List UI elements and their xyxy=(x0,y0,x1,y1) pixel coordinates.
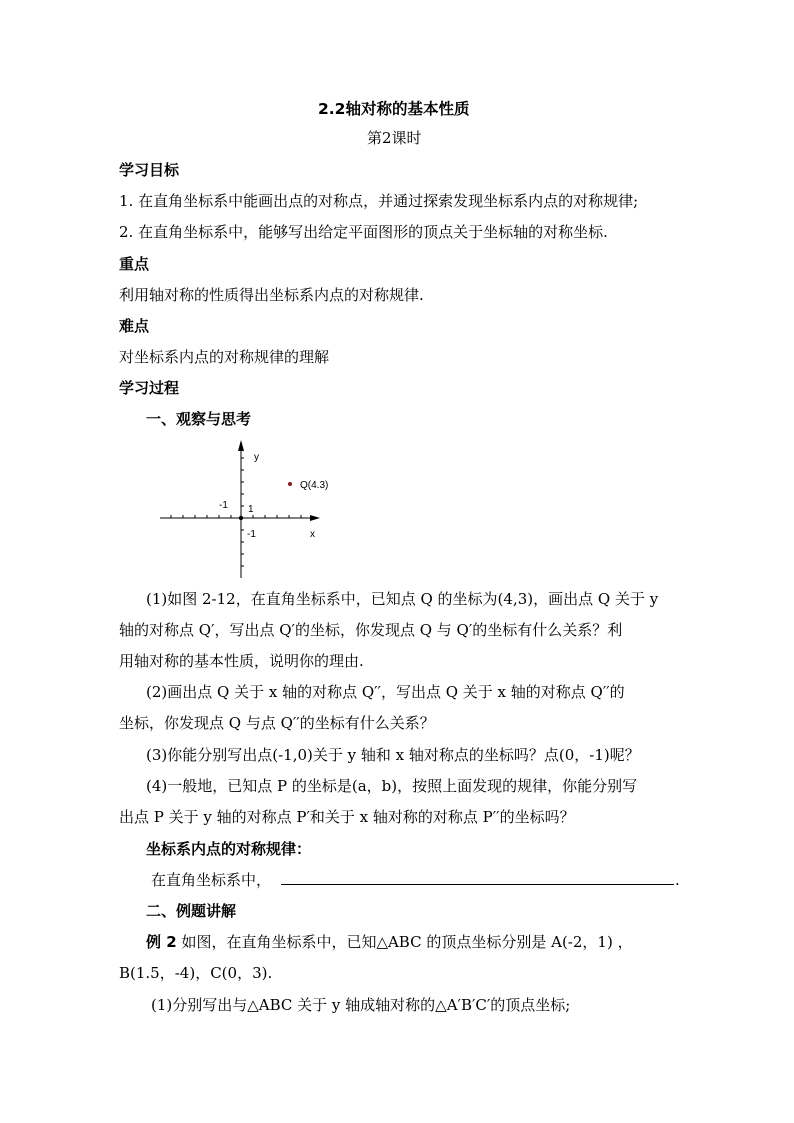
rule-answer-blank[interactable] xyxy=(281,884,674,885)
section-examples-heading: 二、例题讲解 xyxy=(146,902,237,920)
tick-label-neg1-x: -1 xyxy=(219,500,228,511)
question-4-line-1: (4)一般地，已知点 P 的坐标是(a，b)，按照上面发现的规律，你能分别写 xyxy=(146,777,638,795)
example-2-label: 例 2 xyxy=(146,933,177,951)
example-2-question-1: (1)分别写出与△ABC 关于 y 轴成轴对称的△A′B′C′的顶点坐标; xyxy=(151,996,571,1014)
question-4-line-2: 出点 P 关于 y 轴的对称点 P′和关于 x 轴对称的对称点 P′′的坐标吗？ xyxy=(119,808,575,826)
y-axis-label: y xyxy=(254,452,259,463)
tick-label-neg1-y: -1 xyxy=(247,529,256,540)
point-q-marker xyxy=(288,482,292,486)
question-2-line-1: (2)画出点 Q 关于 x 轴的对称点 Q′′，写出点 Q 关于 x 轴的对称点 Q′′的 xyxy=(146,683,625,701)
doc-subtitle: 第2课时 xyxy=(367,129,422,147)
x-axis-label: x xyxy=(310,529,315,540)
example-2-line-1 xyxy=(146,932,633,952)
section-observe-heading: 一、观察与思考 xyxy=(146,410,252,428)
process-heading: 学习过程 xyxy=(119,379,180,397)
objective-item-1: 1. 在直角坐标系中能画出点的对称点，并通过探索发现坐标系内点的对称规律; xyxy=(119,192,639,210)
rule-prompt: 在直角坐标系中， xyxy=(151,871,272,889)
key-point-heading: 重点 xyxy=(119,255,150,273)
difficulty-text: 对坐标系内点的对称规律的理解 xyxy=(119,348,330,366)
objectives-heading: 学习目标 xyxy=(119,161,180,179)
coordinate-figure xyxy=(158,438,329,580)
question-3-line-1: (3)你能分别写出点(-1,0)关于 y 轴和 x 轴对称点的坐标吗？点(0，-1)呢？ xyxy=(146,746,640,764)
question-2-line-2: 坐标，你发现点 Q 与点 Q′′的坐标有什么关系？ xyxy=(119,714,435,732)
doc-title: 2.2轴对称的基本性质 xyxy=(318,100,470,118)
question-1-line-3: 用轴对称的基本性质，说明你的理由. xyxy=(119,652,364,670)
question-1-line-1: (1)如图 2-12，在直角坐标系中，已知点 Q 的坐标为(4,3)，画出点 Q 关于 y xyxy=(146,590,659,608)
example-2-text: 如图，在直角坐标系中，已知△ABC 的顶点坐标分别是 A(-2，1) ， xyxy=(176,933,633,951)
point-q-label: Q(4.3) xyxy=(300,480,329,491)
rule-heading: 坐标系内点的对称规律： xyxy=(146,840,312,858)
difficulty-heading: 难点 xyxy=(119,317,150,335)
rule-end-period: . xyxy=(675,871,680,889)
example-2-line-2: B(1.5，-4)，C(0，3). xyxy=(119,964,273,982)
tick-label-1-y: 1 xyxy=(248,504,254,515)
question-1-line-2: 轴的对称点 Q′，写出点 Q′的坐标，你发现点 Q 与 Q′的坐标有什么关系？利 xyxy=(119,621,623,639)
key-point-text: 利用轴对称的性质得出坐标系内点的对称规律. xyxy=(119,286,424,304)
objective-item-2: 2. 在直角坐标系中，能够写出给定平面图形的顶点关于坐标轴的对称坐标. xyxy=(119,223,608,241)
